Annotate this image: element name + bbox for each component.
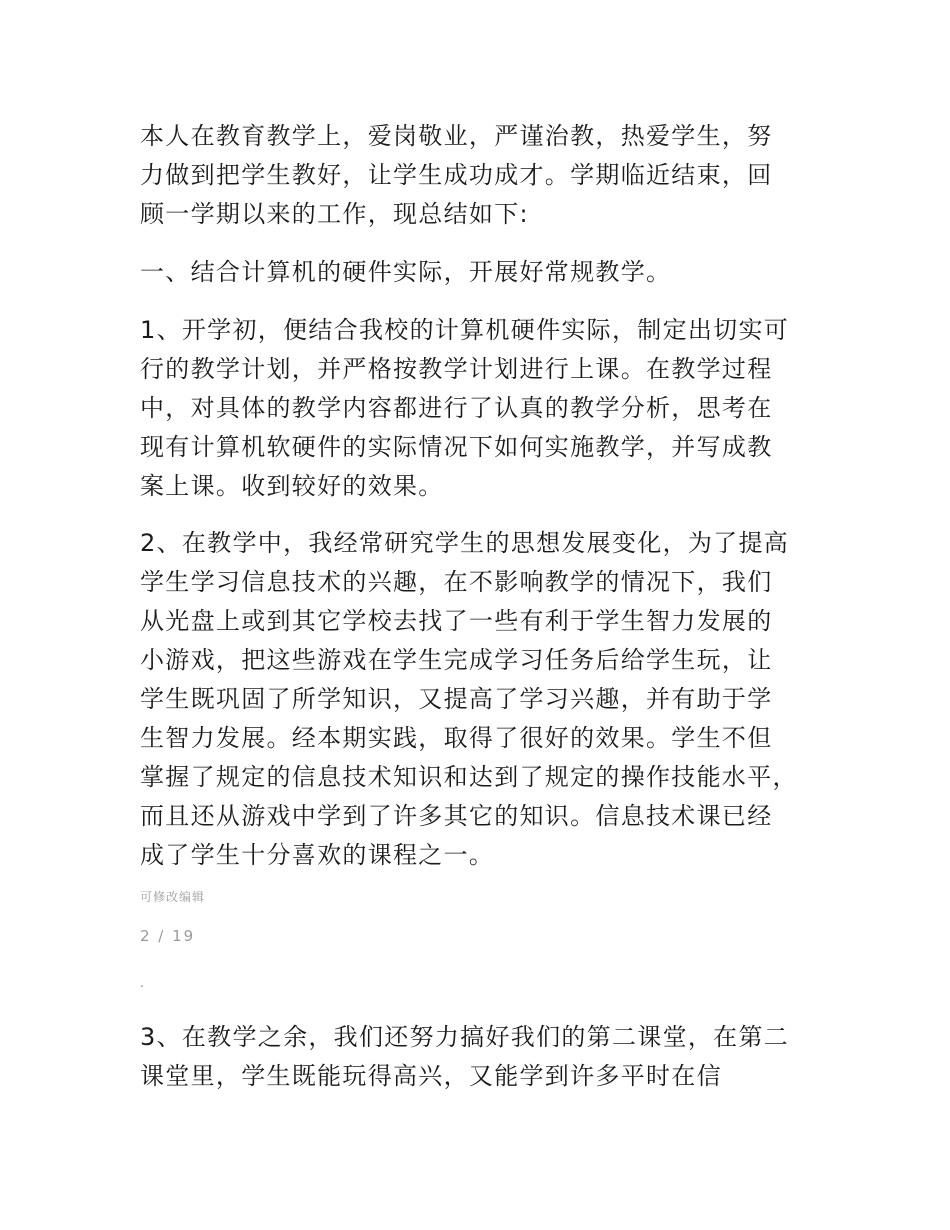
text-line: 课堂里，学生既能玩得高兴，又能学到许多平时在信 xyxy=(140,1062,722,1090)
text-line: 本人在教育教学上，爱岗敬业，严谨治教，热爱学生，努 xyxy=(140,122,773,150)
text-line: 一、结合计算机的硬件实际，开展好常规教学。 xyxy=(140,258,672,286)
paragraph-item-1 xyxy=(140,311,820,506)
text-line: 案上课。收到较好的效果。 xyxy=(140,472,444,500)
text-line: 顾一学期以来的工作，现总结如下: xyxy=(140,200,529,228)
text-line: 力做到把学生教好，让学生成功成才。学期临近结束，回 xyxy=(140,161,773,189)
text-line: 小游戏，把这些游戏在学生完成学习任务后给学生玩，让 xyxy=(140,646,773,674)
text-line: 中，对具体的教学内容都进行了认真的教学分析，思考在 xyxy=(140,394,773,422)
text-line: 学生学习信息技术的兴趣，在不影响教学的情况下，我们 xyxy=(140,568,773,596)
text-line: 学生既巩固了所学知识，又提高了学习兴趣，并有助于学 xyxy=(140,685,773,713)
text-line: 生智力发展。经本期实践，取得了很好的效果。学生不但 xyxy=(140,724,773,752)
paragraph-item-2 xyxy=(140,524,820,875)
page-marker: . xyxy=(140,976,144,990)
paragraph-item-3 xyxy=(140,1018,820,1096)
text-line: 成了学生十分喜欢的课程之一。 xyxy=(140,841,495,869)
section-heading xyxy=(140,253,820,292)
text-line: 现有计算机软硬件的实际情况下如何实施教学，并写成教 xyxy=(140,433,773,461)
paragraph-intro xyxy=(140,117,820,234)
editable-note: 可修改编辑 xyxy=(140,890,206,904)
text-line: 1、开学初，便结合我校的计算机硬件实际，制定出切实可 xyxy=(140,316,790,344)
text-line: 而且还从游戏中学到了许多其它的知识。信息技术课已经 xyxy=(140,802,773,830)
text-line: 从光盘上或到其它学校去找了一些有利于学生智力发展的 xyxy=(140,607,773,635)
text-line: 3、在教学之余，我们还努力搞好我们的第二课堂，在第二 xyxy=(140,1023,790,1051)
page-number: 2 / 19 xyxy=(140,927,196,945)
text-line: 掌握了规定的信息技术知识和达到了规定的操作技能水平， xyxy=(140,763,798,791)
text-line: 2、在教学中，我经常研究学生的思想发展变化，为了提高 xyxy=(140,529,790,557)
text-line: 行的教学计划，并严格按教学计划进行上课。在教学过程 xyxy=(140,355,773,383)
